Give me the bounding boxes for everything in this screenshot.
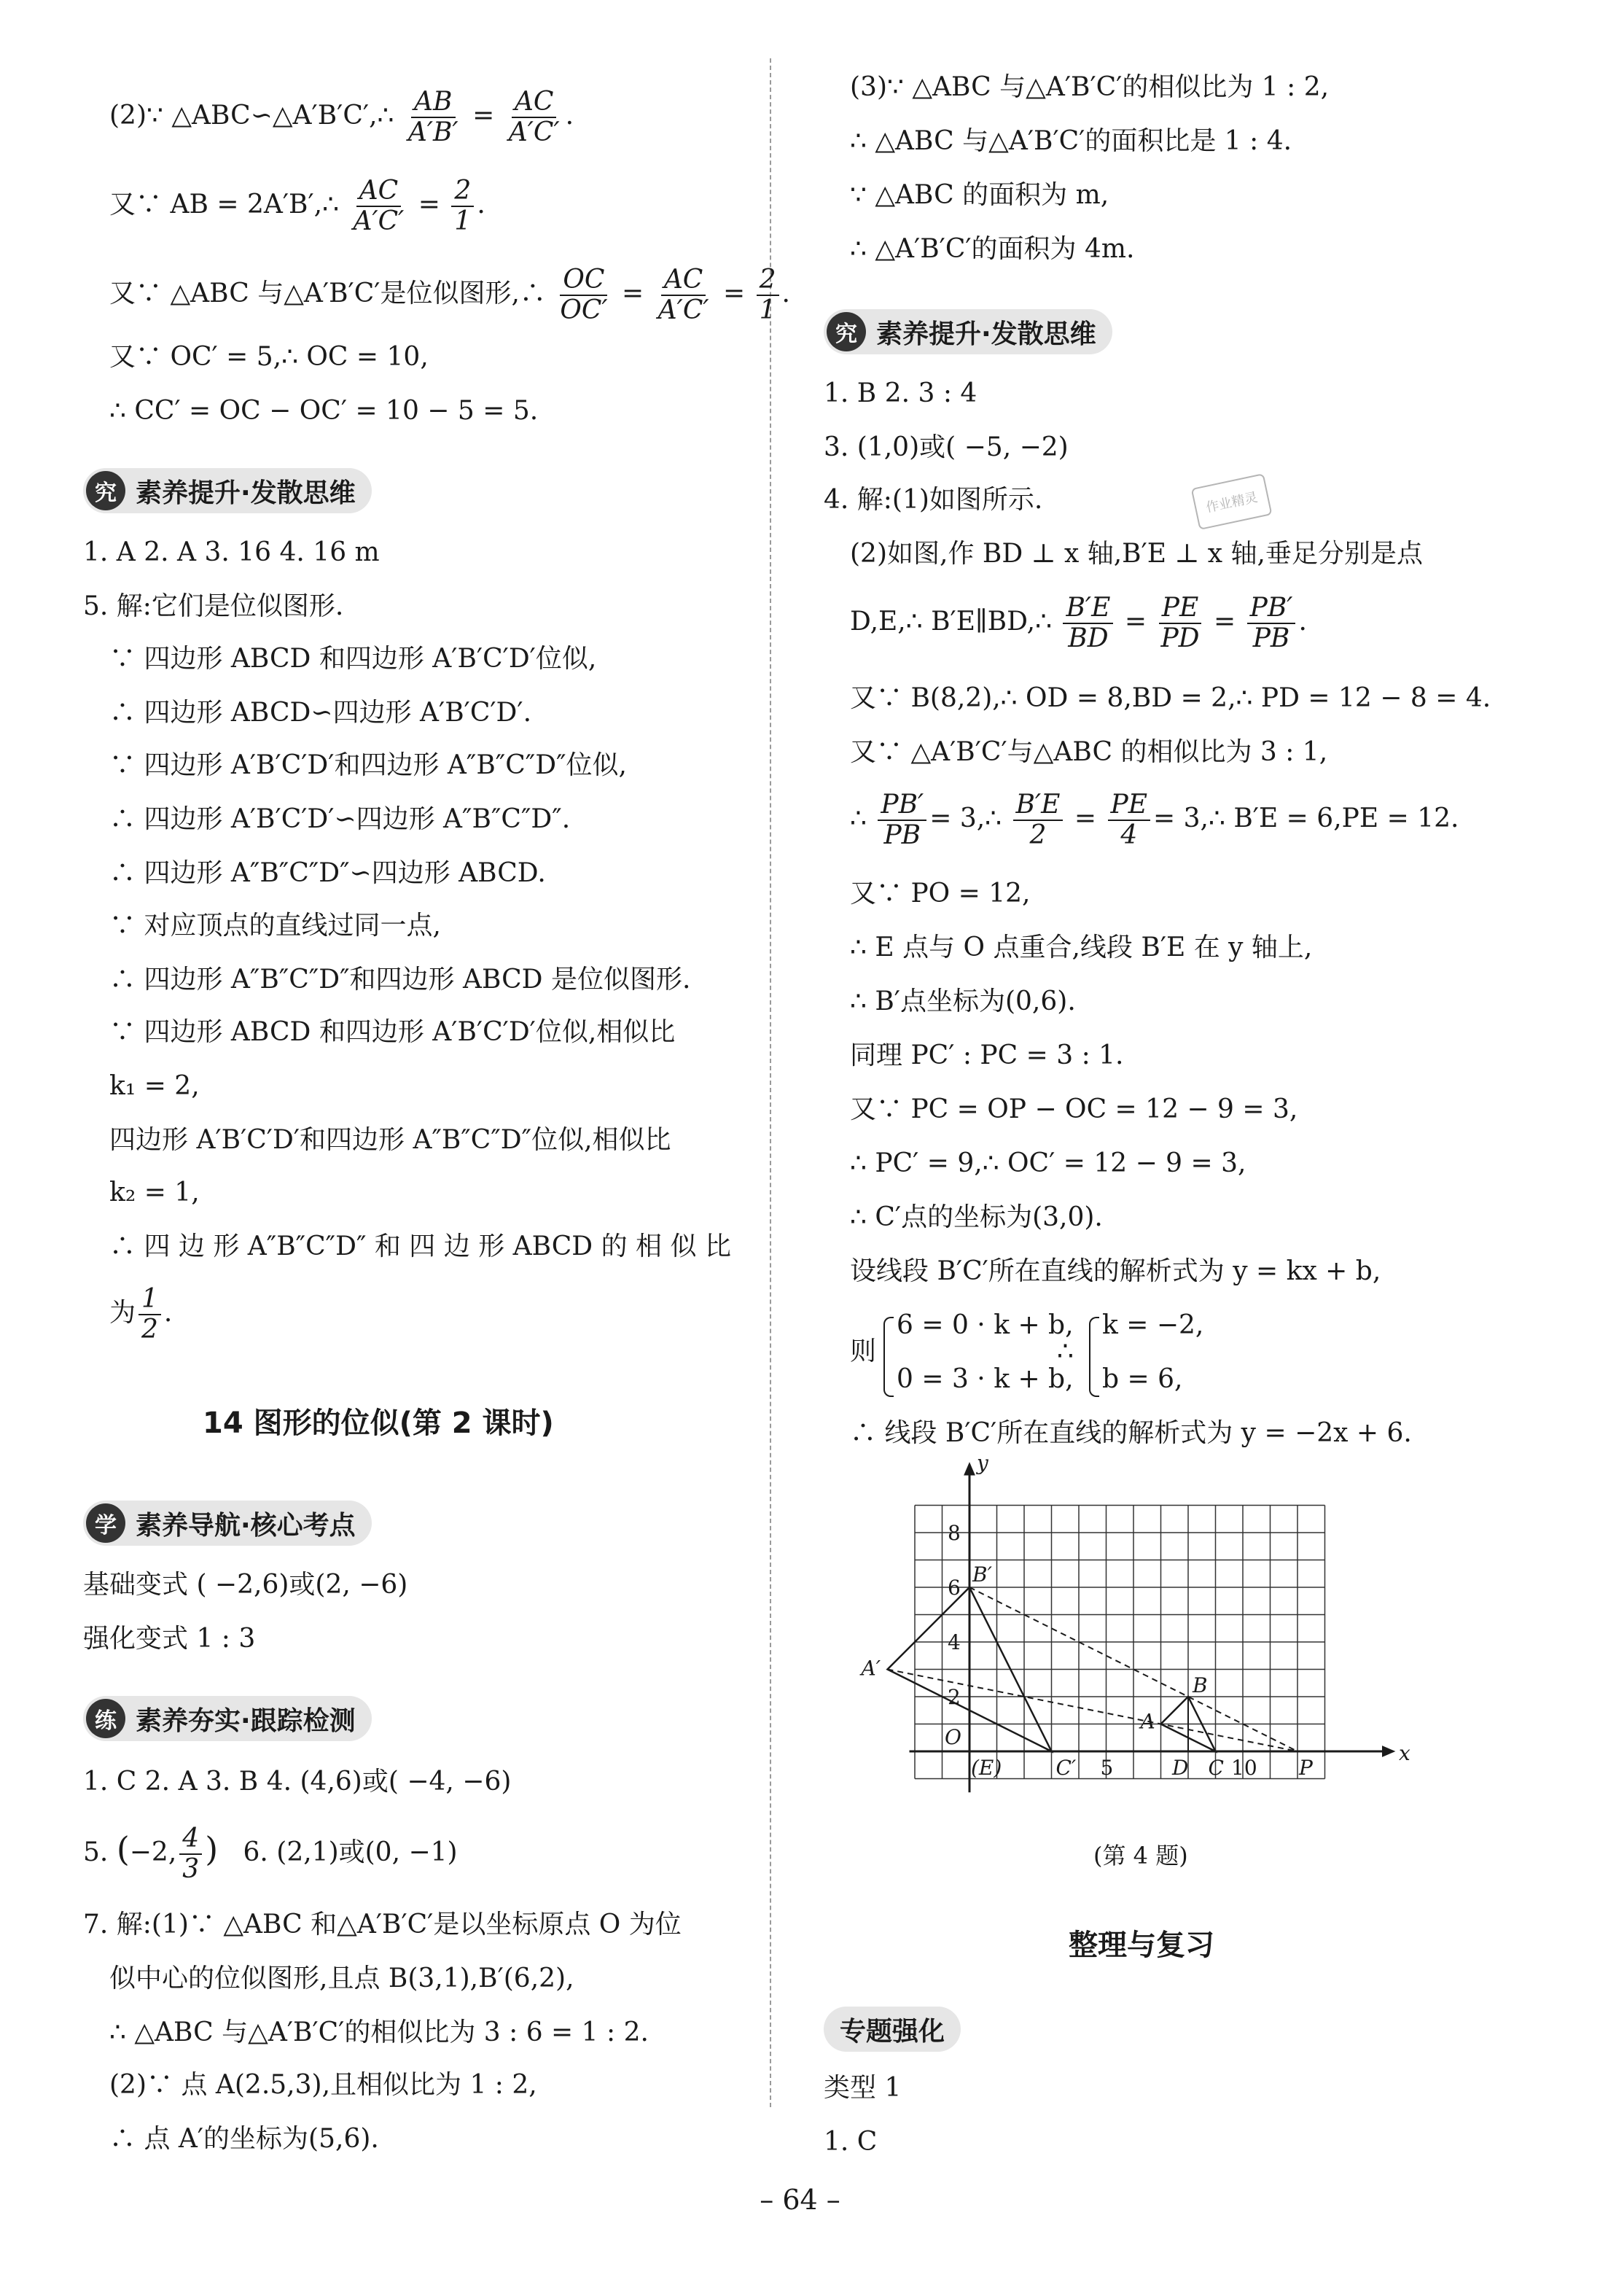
line: ∴ $\frac{PB'}{PB}$ = 3,∴ $\frac{B'E}{2}$ = $\frac{PE}{4}$ = 3,∴ B′E = 6,PE = 12.	[850, 790, 1459, 850]
system-brace	[883, 1317, 894, 1397]
badge-label: 素养夯实·跟踪检测	[136, 1705, 356, 1736]
tick-label: 10	[1231, 1756, 1257, 1780]
x-axis-arrow	[1383, 1747, 1393, 1756]
label-b: B	[1193, 1673, 1208, 1697]
line: 1. C	[824, 2127, 878, 2157]
column-divider	[770, 58, 771, 2107]
line: ∵ 四边形 ABCD 和四边形 A′B′C′D′位似,	[109, 644, 597, 674]
section-badge	[824, 309, 1112, 354]
line: ∴ △ABC 与△A′B′C′的相似比为 3 : 6 = 1 : 2.	[109, 2017, 649, 2047]
fraction: $\frac{2}{1}$	[757, 265, 779, 325]
fraction: $\frac{AB}{A'B'}$	[407, 87, 458, 147]
label-a: A	[1140, 1709, 1155, 1734]
line: 设线段 B′C′所在直线的解析式为 y = kx + b,	[850, 1256, 1381, 1286]
line: ∵ 四边形 A′B′C′D′和四边形 A″B″C″D″位似,	[109, 750, 627, 780]
watermark-stamp	[1181, 467, 1283, 540]
fraction: $\frac{2}{1}$	[451, 176, 474, 236]
tick-label: 2	[948, 1685, 961, 1709]
line: 强化变式 1 : 3	[83, 1624, 256, 1654]
badge-label: 专题强化	[840, 2016, 945, 2047]
fraction: $\frac{B'E}{BD}$	[1063, 594, 1113, 653]
label-b-prime: B′	[972, 1563, 992, 1587]
line: 1. B 2. 3 : 4	[824, 378, 977, 408]
line: ∴ 四边形 A″B″C″D″和四边形 ABCD 是位似图形.	[109, 965, 691, 995]
badge-label: 素养提升·发散思维	[136, 478, 356, 508]
line: 为 $\frac{1}{2}$ .	[109, 1284, 173, 1344]
line: k₁ = 2,	[109, 1071, 200, 1101]
y-axis-arrow	[965, 1464, 974, 1474]
badge-icon: 究	[86, 471, 125, 510]
label-c-prime: C′	[1055, 1756, 1077, 1780]
line: 又∵ AB = 2A′B′,∴ $\frac{AC}{A'C'}$ = $\frac{2}{1}$ .	[109, 176, 485, 236]
line: ∴ E 点与 O 点重合,线段 B′E 在 y 轴上,	[850, 933, 1313, 962]
line: ∴ C′点的坐标为(3,0).	[850, 1202, 1103, 1232]
fraction: $\frac{B'E}{2}$	[1013, 790, 1064, 850]
origin-label: O	[945, 1725, 961, 1749]
badge-icon: 练	[86, 1699, 125, 1738]
fraction: $\frac{PE}{PD}$	[1158, 594, 1202, 653]
line: ∵ 四边形 ABCD 和四边形 A′B′C′D′位似,相似比	[109, 1017, 676, 1047]
axis-label-y: y	[977, 1450, 988, 1475]
label-e: (E)	[971, 1756, 1002, 1780]
fraction: $\frac{4}{3}$	[179, 1824, 202, 1884]
line: 又∵ △ABC 与△A′B′C′是位似图形,∴ $\frac{OC}{OC'}$ = $\frac{AC}{A'C'}$ = $\frac{2}{1}$ .	[109, 265, 790, 325]
line: 7. 解:(1)∵ △ABC 和△A′B′C′是以坐标原点 O 为位	[83, 1910, 682, 1939]
line: 基础变式 ( −2,6)或(2, −6)	[83, 1570, 408, 1600]
line: ∴ 四 边 形 A″B″C″D″ 和 四 边 形 ABCD 的 相 似 比	[109, 1231, 731, 1261]
section-title: 整理与复习	[1069, 1929, 1214, 1962]
badge-label: 素养提升·发散思维	[876, 319, 1096, 349]
label-c: C	[1208, 1756, 1224, 1780]
fraction: $\frac{PB'}{PB}$	[1247, 594, 1296, 653]
line: 6 = 0 · k + b,	[897, 1310, 1074, 1340]
line: 类型 1	[824, 2073, 902, 2103]
grid	[915, 1506, 1325, 1779]
line: (2)∵ 点 A(2.5,3),且相似比为 1 : 2,	[109, 2070, 537, 2100]
line: ∴ △ABC 与△A′B′C′的面积比是 1 : 4.	[850, 126, 1292, 156]
line: ∴ 线段 B′C′所在直线的解析式为 y = −2x + 6.	[850, 1418, 1412, 1448]
line: (2)如图,作 BD ⊥ x 轴,B′E ⊥ x 轴,垂足分别是点	[850, 539, 1423, 569]
line: D,E,∴ B′E∥BD,∴ $\frac{B'E}{BD}$ = $\frac{PE}{PD}$ = $\frac{PB'}{PB}$ .	[850, 593, 1307, 653]
line: ∴ PC′ = 9,∴ OC′ = 12 − 9 = 3,	[850, 1148, 1246, 1178]
line: ∴ 四边形 A′B′C′D′∽四边形 A″B″C″D″.	[109, 804, 571, 834]
stamp-text: 作业精灵	[1204, 489, 1260, 516]
line: (3)∵ △ABC 与△A′B′C′的相似比为 1 : 2,	[850, 72, 1330, 102]
figure-caption: (第 4 题)	[1093, 1842, 1188, 1869]
line: 四边形 A′B′C′D′和四边形 A″B″C″D″位似,相似比	[109, 1125, 671, 1155]
fraction: $\frac{PE}{4}$	[1108, 790, 1151, 850]
section-badge	[824, 2007, 961, 2052]
badge-icon: 究	[827, 312, 866, 351]
fraction: $\frac{AC}{A'C'}$	[353, 176, 405, 236]
line: 又∵ △A′B′C′与△ABC 的相似比为 3 : 1,	[850, 737, 1328, 767]
line: ∵ △ABC 的面积为 m,	[850, 180, 1109, 210]
line: ∴ △A′B′C′的面积为 4m.	[850, 234, 1135, 264]
line: b = 6,	[1102, 1364, 1183, 1394]
line: 又∵ B(8,2),∴ OD = 8,BD = 2,∴ PD = 12 − 8 = 4.	[850, 683, 1491, 713]
line: 5. 解:它们是位似图形.	[83, 591, 344, 621]
line: 则	[850, 1336, 877, 1366]
axis-label-x: x	[1399, 1741, 1410, 1765]
label-p: P	[1299, 1756, 1313, 1780]
line: 0 = 3 · k + b,	[897, 1364, 1074, 1394]
line: ∴ 四边形 ABCD∽四边形 A′B′C′D′.	[109, 698, 532, 728]
badge-icon: 学	[86, 1503, 125, 1543]
line: 同理 PC′ : PC = 3 : 1.	[850, 1040, 1124, 1070]
label-a-prime: A′	[861, 1656, 881, 1681]
line: 3. (1,0)或( −5, −2)	[824, 432, 1069, 462]
line: 5. (−2, $\frac{4}{3}$ ) 6. (2,1)或(0, −1)	[83, 1824, 458, 1884]
line: 又∵ OC′ = 5,∴ OC = 10,	[109, 342, 429, 372]
label-d: D	[1172, 1756, 1189, 1780]
line: 1. C 2. A 3. B 4. (4,6)或( −4, −6)	[83, 1767, 512, 1797]
fraction: $\frac{OC}{OC'}$	[560, 265, 608, 325]
tick-label: 5	[1100, 1756, 1114, 1780]
line: 4. 解:(1)如图所示.	[824, 485, 1043, 515]
section-badge	[83, 1696, 372, 1741]
line: ∴ 四边形 A″B″C″D″∽四边形 ABCD.	[109, 858, 546, 888]
line: k₂ = 1,	[109, 1178, 200, 1207]
line: 又∵ PC = OP − OC = 12 − 9 = 3,	[850, 1094, 1298, 1124]
tick-label: 8	[948, 1521, 961, 1545]
line: 又∵ PO = 12,	[850, 879, 1031, 908]
line: ∴ 点 A′的坐标为(5,6).	[109, 2124, 379, 2154]
line: ∴	[1057, 1336, 1074, 1366]
line: (2)∵ △ABC∽△A′B′C′,∴ $\frac{AB}{A'B'}$ = $\frac{AC}{A'C'}$ .	[109, 87, 574, 147]
fraction: $\frac{1}{2}$	[138, 1285, 161, 1344]
tick-label: 4	[948, 1630, 961, 1654]
line: 似中心的位似图形,且点 B(3,1),B′(6,2),	[109, 1964, 574, 1993]
line: ∵ 对应顶点的直线过同一点,	[109, 911, 441, 941]
line: k = −2,	[1102, 1310, 1204, 1340]
section-badge	[83, 468, 372, 513]
coordinate-figure	[860, 1450, 1443, 1830]
fraction: $\frac{AC}{A'C'}$	[508, 87, 560, 147]
badge-label: 素养导航·核心考点	[136, 1510, 356, 1541]
fraction: $\frac{AC}{A'C'}$	[657, 265, 709, 325]
line: ∴ B′点坐标为(0,6).	[850, 986, 1076, 1016]
fraction: $\frac{PB'}{PB}$	[878, 790, 926, 850]
section-badge	[83, 1501, 372, 1546]
tick-label: 6	[948, 1576, 961, 1600]
system-brace	[1089, 1317, 1099, 1397]
section-title: 14 图形的位似(第 2 课时)	[203, 1406, 554, 1440]
line: 1. A 2. A 3. 16 4. 16 m	[83, 537, 380, 567]
page-number: – 64 –	[760, 2184, 840, 2216]
line: ∴ CC′ = OC − OC′ = 10 − 5 = 5.	[109, 396, 539, 426]
